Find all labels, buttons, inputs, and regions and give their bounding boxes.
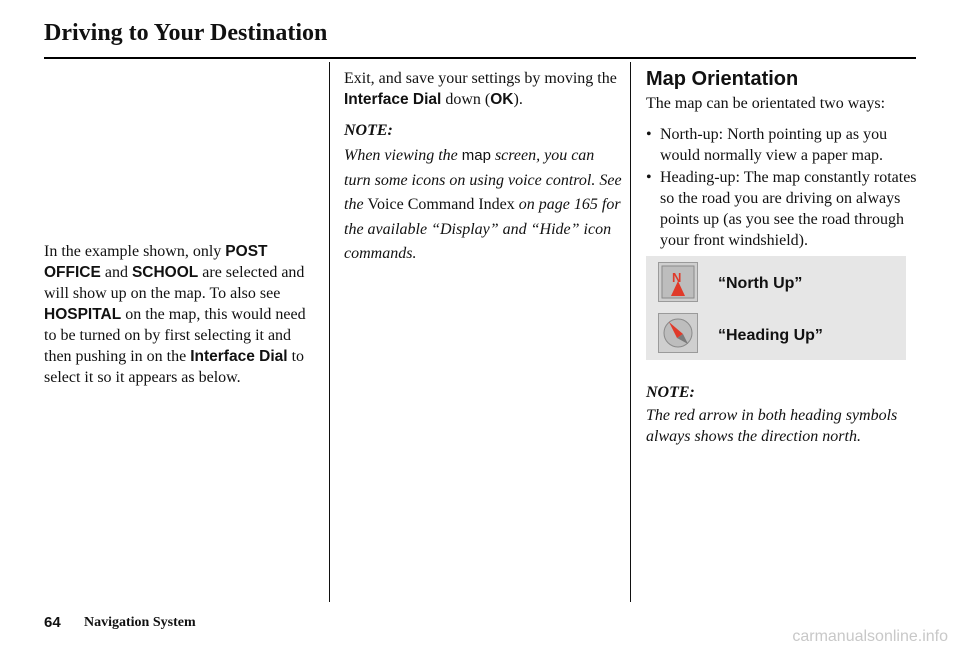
north-up-compass-icon xyxy=(658,262,698,302)
ok-term: OK xyxy=(490,91,514,108)
bullet-glyph: • xyxy=(646,126,652,143)
north-up-compass-svg xyxy=(659,263,697,301)
text-run: to select it so it appears as below. xyxy=(44,348,305,386)
red-arrow-note: The red arrow in both heading symbols always shows the direction north. xyxy=(646,407,898,445)
text-run: Exit, and save your settings by moving the xyxy=(344,70,617,87)
note-label: NOTE: xyxy=(646,384,695,401)
svg-text:N: N xyxy=(672,270,682,285)
interface-dial-term: Interface Dial xyxy=(190,348,288,365)
bullet-north-up xyxy=(646,124,918,166)
heading-up-compass-icon xyxy=(658,313,698,353)
text-run: on page 165 for the available “Display” and “Hide” icon commands. xyxy=(344,196,621,262)
bullet-text: North-up: North pointing up as you would normally view a paper map. xyxy=(660,126,888,164)
text-run: on the map, this would need to be turned on by first selecting it and then pushing in on the xyxy=(44,306,306,365)
hospital-term: HOSPITAL xyxy=(44,306,122,323)
bullet-glyph: • xyxy=(646,169,652,186)
school-term: SCHOOL xyxy=(131,264,199,281)
heading-up-compass-svg xyxy=(659,314,697,352)
orientation-icons-panel xyxy=(646,256,906,360)
voice-control-note xyxy=(344,144,624,267)
bullet-text: Heading-up: The map constantly rotates so the road you are driving on always points up (as you see the road through your front windshield). xyxy=(660,169,917,249)
section-heading: Map Orientation xyxy=(646,68,799,90)
footer-label: Navigation System xyxy=(84,615,196,630)
voice-command-index-ref: Voice Command Index xyxy=(367,196,515,213)
text-run: screen, you can turn some icons on using voice control. See the xyxy=(344,147,622,213)
text-run: ). xyxy=(513,91,523,108)
text-run: and xyxy=(100,264,132,281)
intro-text: The map can be orientated two ways: xyxy=(646,95,886,112)
map-term: map xyxy=(461,147,491,164)
text-run: When viewing the xyxy=(344,147,462,164)
column-divider-left xyxy=(329,62,330,602)
note-label: NOTE: xyxy=(344,122,393,139)
page-number: 64 xyxy=(44,614,61,631)
interface-dial-term: Interface Dial xyxy=(344,91,442,108)
column1-paragraph xyxy=(44,241,322,388)
heading-up-label: “Heading Up” xyxy=(718,327,823,344)
bullet-heading-up xyxy=(646,167,918,251)
column-divider-right xyxy=(630,62,631,602)
title-rule xyxy=(44,57,916,59)
text-run: down ( xyxy=(441,91,491,108)
watermark: carmanualsonline.info xyxy=(792,628,948,645)
page-title: Driving to Your Destination xyxy=(44,20,328,46)
column2-paragraph xyxy=(344,68,624,110)
text-run: In the example shown, only xyxy=(44,243,226,260)
post-office-term: POST OFFICE xyxy=(44,243,268,281)
text-run: are selected and will show up on the map. To also see xyxy=(44,264,305,302)
north-up-label: “North Up” xyxy=(718,275,803,292)
